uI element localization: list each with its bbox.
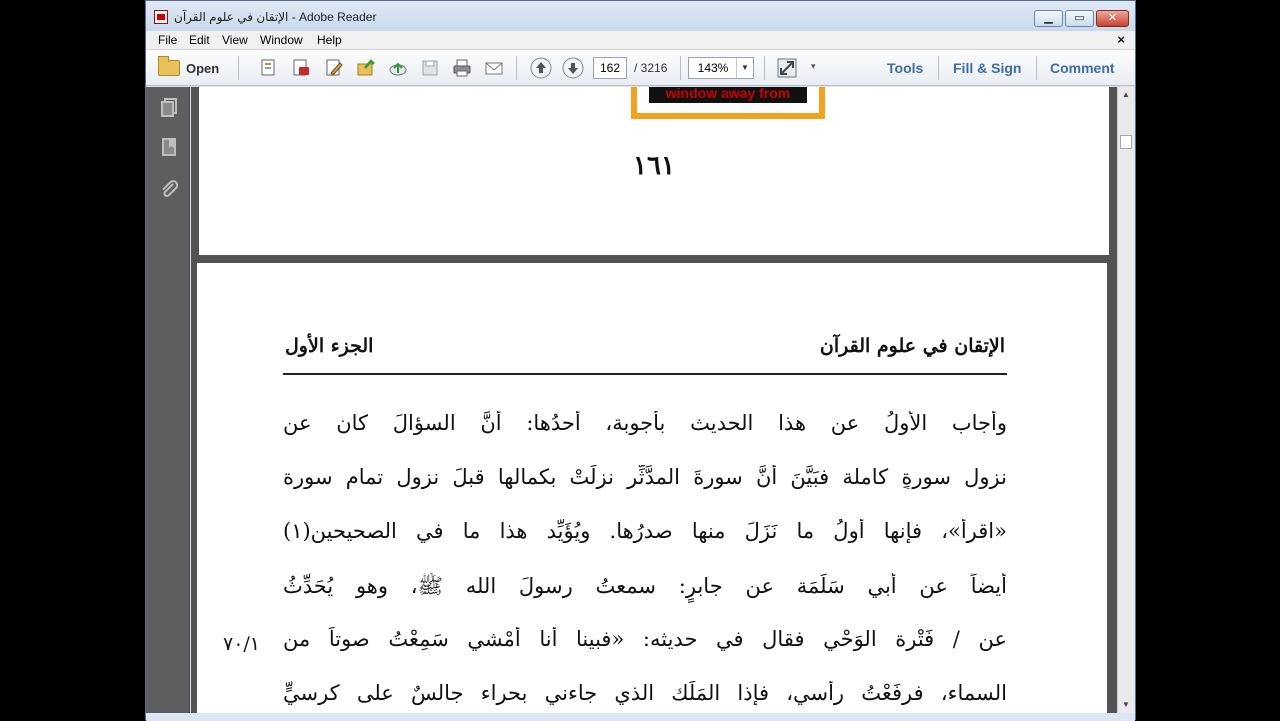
- navigation-pane: [146, 87, 190, 713]
- page-total: / 3216: [634, 61, 668, 75]
- running-header-title: الإتقان في علوم القرآن: [819, 335, 1005, 357]
- menu-edit[interactable]: Edit: [189, 33, 210, 47]
- attachments-icon[interactable]: [159, 179, 179, 199]
- scroll-up-icon[interactable]: ▲: [1122, 90, 1130, 99]
- menu-file[interactable]: File: [158, 33, 178, 47]
- comment-pane-button[interactable]: Comment: [1050, 60, 1115, 76]
- window-controls: [1034, 10, 1129, 27]
- scroll-down-icon[interactable]: ▼: [1122, 700, 1130, 709]
- tools-pane-button[interactable]: Tools: [887, 60, 924, 76]
- scrollbar-thumb[interactable]: [1120, 135, 1132, 149]
- folder-icon: [158, 60, 180, 76]
- minimize-icon: ▁: [1044, 12, 1053, 24]
- pdf-page-previous: [199, 87, 1109, 255]
- text-line: «اقرأ»، فإنها أولُ ما نَزَلَ منها صدرُها. ويُؤَيِّد هذا ما في الصحيحين(١): [283, 519, 1007, 543]
- overlay-banner: [631, 87, 825, 119]
- menu-window[interactable]: Window: [260, 33, 303, 47]
- toolbar-divider: [516, 56, 517, 80]
- title-bar[interactable]: [146, 1, 1135, 31]
- toolbar-overflow-icon[interactable]: ▾: [811, 61, 816, 71]
- close-document-icon[interactable]: ×: [1117, 32, 1125, 47]
- close-icon: ✕: [1107, 12, 1118, 24]
- menu-view[interactable]: View: [222, 33, 248, 47]
- fit-page-icon[interactable]: [777, 58, 797, 78]
- vertical-scrollbar[interactable]: [1117, 87, 1134, 713]
- app-window: [145, 0, 1136, 720]
- chevron-down-icon[interactable]: ▼: [736, 58, 753, 78]
- toolbar-divider: [764, 56, 765, 80]
- email-icon[interactable]: [484, 58, 504, 78]
- text-line: أيضاً عن أبي سَلَمَة عن جابرٍ: سمعتُ رسولَ الله ﷺ، وهو يُحَدِّثُ: [283, 574, 1007, 598]
- page-thumbnails-icon[interactable]: [159, 97, 179, 117]
- menu-help[interactable]: Help: [317, 33, 342, 47]
- toolbar-divider: [938, 56, 939, 80]
- running-header-part: الجزء الأول: [285, 335, 374, 357]
- toolbar-divider: [680, 56, 681, 80]
- pdf-export-icon[interactable]: [291, 58, 311, 78]
- pdf-page-current: [197, 263, 1107, 713]
- text-line: نزولِ سورةٍ كاملة فبَيَّنَ أنَّ سورةَ المدَّثِّر نزلَتْ بكمالها قبلَ نزولِ تمامِ سورة: [283, 465, 1007, 489]
- close-window-button[interactable]: [1096, 10, 1129, 27]
- menu-bar: [146, 31, 1135, 50]
- maximize-button[interactable]: [1065, 10, 1094, 27]
- page-number-input[interactable]: 162: [593, 57, 627, 79]
- print-icon[interactable]: [452, 58, 472, 78]
- maximize-icon: ▭: [1074, 12, 1085, 24]
- edit-pdf-icon[interactable]: [324, 58, 344, 78]
- minimize-button[interactable]: [1034, 10, 1063, 27]
- open-button[interactable]: [158, 57, 219, 79]
- share-file-icon[interactable]: [356, 58, 376, 78]
- toolbar-divider: [238, 56, 239, 80]
- toolbar-divider: [1036, 56, 1037, 80]
- margin-reference: ٧٠/١: [223, 633, 261, 655]
- bookmarks-icon[interactable]: [159, 137, 179, 157]
- overlay-banner-text: window away from: [649, 87, 807, 103]
- document-view[interactable]: [191, 87, 1117, 713]
- adobe-reader-icon: [154, 10, 168, 24]
- zoom-select[interactable]: [688, 57, 754, 79]
- text-line: عن / فَتْرة الوَحْيِ فقال في حديثه: «فبينا أنا أمْشي سَمِعْتُ صوتاً من: [283, 627, 1007, 651]
- window-title: الإتقان في علوم القرآن - Adobe Reader: [174, 10, 377, 24]
- save-icon[interactable]: [420, 58, 440, 78]
- header-rule: [283, 373, 1007, 375]
- fill-sign-pane-button[interactable]: Fill & Sign: [953, 60, 1022, 76]
- zoom-value: 143%: [697, 61, 729, 75]
- previous-page-icon[interactable]: [530, 57, 552, 79]
- cloud-upload-icon[interactable]: [388, 58, 408, 78]
- text-line: وأجاب الأولُ عن هذا الحديث بأجوبة، أحدُها: أنَّ السؤالَ كان عن: [283, 411, 1007, 435]
- open-label: Open: [186, 60, 220, 76]
- toolbar: [146, 50, 1135, 86]
- next-page-icon[interactable]: [562, 57, 584, 79]
- page-footer-number: ١٦١: [633, 151, 675, 181]
- create-pdf-icon[interactable]: [259, 58, 279, 78]
- text-line: السماء، فرفَعْتُ رأسي، فإذا المَلَك الذي جاءني بحراء جالسٌ على كرسيٍّ: [283, 681, 1007, 705]
